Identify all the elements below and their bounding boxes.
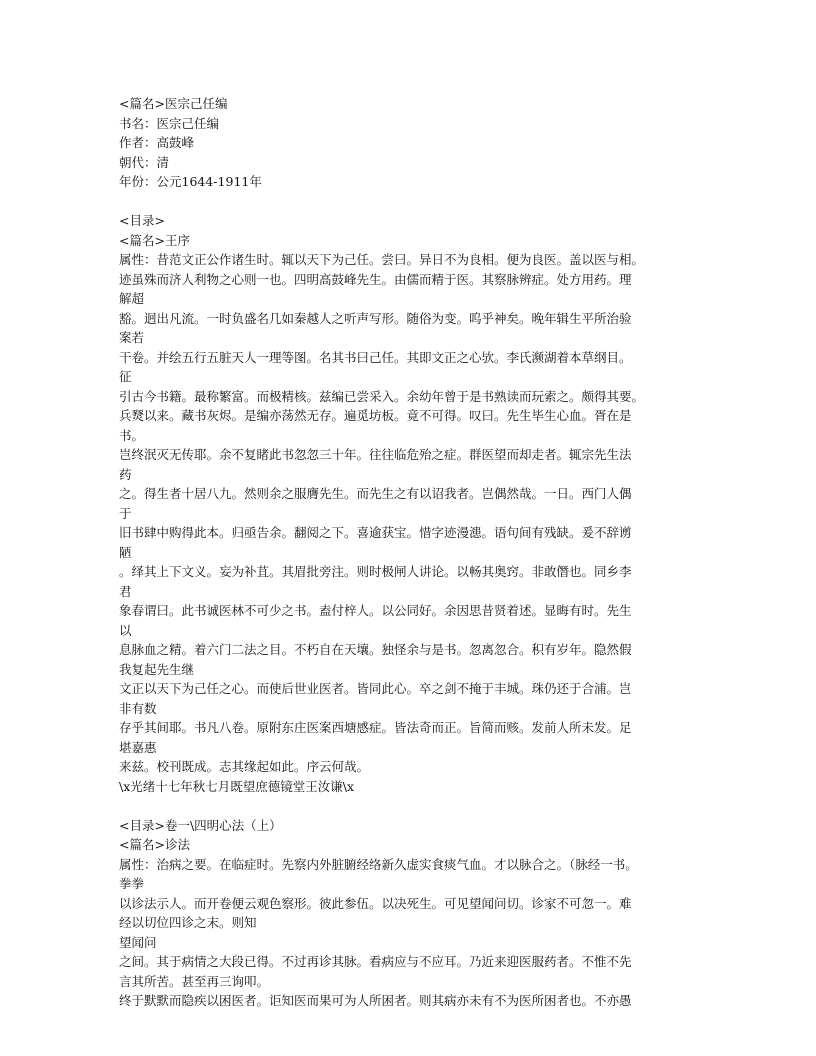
text-line: 岂终泯灭无传耶。余不复睹此书忽忽三十年。往往临危殆之症。群医望而却走者。辄宗先生法	[119, 447, 632, 462]
section2-body	[119, 855, 705, 1011]
text-line: 解超	[119, 291, 145, 306]
text-line: 象春谓曰。此书诚医林不可少之书。盍付梓人。以公同好。余因思昔贤着述。显晦有时。先生	[119, 603, 632, 618]
text-line: 息脉血之精。着六门二法之目。不朽自在天壤。独怪余与是书。忽离忽合。积有岁年。隐然假	[119, 642, 632, 657]
text-line: 以	[119, 622, 132, 638]
signature-line: \x光绪十七年秋七月既望庶德镜堂王汝谦\x	[119, 778, 355, 794]
header-pian-ming: <篇名>医宗己任编	[119, 96, 228, 111]
section2-pian-ming: <篇名>诊法	[119, 837, 190, 852]
text-line: 于	[119, 505, 132, 521]
section1-body	[119, 250, 705, 796]
text-line: 征	[119, 369, 132, 384]
header-zuo-zhe: 作者：高鼓峰	[119, 135, 195, 150]
section2-mulu: <目录>卷一\四明心法（上）	[119, 817, 282, 833]
text-line: 之间。其于病情之大段已得。不过再诊其脉。看病应与不应耳。乃近来迎医服药者。不惟不先	[119, 954, 632, 969]
text-line: 豁。迥出凡流。一时负盛名几如秦越人之听声写形。随俗为变。呜乎神矣。晚年辑生平所治验	[119, 310, 632, 326]
text-line: 堪嘉惠	[119, 739, 157, 755]
text-line: 终于默默而隐疾以困医者。讵知医而果可为人所困者。则其病亦未有不为医所困者也。不亦愚	[119, 993, 632, 1008]
text-line: 文正以天下为己任之心。而使后世业医者。皆同此心。卒之剑不掩于丰城。珠仍还于合浦。岂	[119, 681, 632, 696]
text-line: 以诊法示人。而开卷便云观色察形。彼此参伍。以决死生。可见望闻问切。诊家不可忽一。难	[119, 895, 632, 911]
blank-line	[119, 796, 705, 816]
text-line: 存乎其间耶。书凡八卷。原附东庄医案西塘感症。皆法奇而正。旨简而赅。发前人所未发。足	[119, 720, 632, 735]
text-line: 兵燹以来。藏书灰烬。是编亦荡然无存。遍觅坊板。竟不可得。叹曰。先生毕生心血。胥在是	[119, 408, 632, 423]
document-page	[119, 94, 705, 1011]
text-line: 之。得生者十居八九。然则余之服膺先生。而先生之有以诏我者。岂偶然哉。一日。西门人偶	[119, 486, 632, 501]
section1-mulu: <目录>	[119, 213, 165, 228]
text-line: 拳拳	[119, 876, 145, 891]
text-line: 药	[119, 466, 132, 482]
text-line: 案若	[119, 330, 145, 345]
text-line: 言其所苦。甚至再三询叩。	[119, 973, 270, 989]
text-line: 旧书肆中购得此本。归亟告余。翻阅之下。喜逾获宝。惜字迹漫漶。语句间有残缺。爰不辞谫	[119, 525, 632, 540]
section1-pian-ming: <篇名>王序	[119, 232, 190, 248]
text-line: 陋	[119, 544, 132, 560]
text-line: 属性：昔范文正公作诸生时。辄以天下为己任。尝曰。异日不为良相。便为良医。盖以医与相。	[119, 252, 645, 267]
text-line: 引古今书籍。最称繁富。而极精核。兹编已尝采入。余幼年曾于是书熟读而玩索之。颇得其要。	[119, 388, 645, 404]
text-line: 来兹。校刊既成。志其缘起如此。序云何哉。	[119, 759, 370, 774]
header-chao-dai: 朝代：清	[119, 154, 170, 170]
header-shu-ming: 书名：医宗己任编	[119, 115, 220, 131]
text-line: 我复起先生继	[119, 661, 195, 677]
text-line: 迹虽殊而济人利物之心则一也。四明高鼓峰先生。由儒而精于医。其察脉辨症。处方用药。理	[119, 271, 632, 287]
text-line: 非有数	[119, 700, 157, 716]
text-line: 书。	[119, 427, 145, 443]
text-line: 望闻问	[119, 934, 157, 950]
text-line: 。绎其上下文义。妄为补苴。其眉批旁注。则时极闸人讲论。以畅其奥窍。非敢僭也。同乡李	[119, 564, 632, 579]
blank-line	[119, 192, 705, 212]
header-nian-fen: 年份：公元1644-1911年	[119, 174, 262, 189]
text-line: 属性：治病之要。在临症时。先察内外脏腑经络新久虚实食痰气血。才以脉合之。（脉经一书。	[119, 856, 638, 872]
text-line: 干卷。并绘五行五脏天人一理等图。名其书曰己任。其即文正之心欤。李氏濒湖着本草纲目。	[119, 349, 632, 365]
text-line: 君	[119, 583, 132, 599]
text-line: 经以切位四诊之末。则知	[119, 915, 257, 930]
